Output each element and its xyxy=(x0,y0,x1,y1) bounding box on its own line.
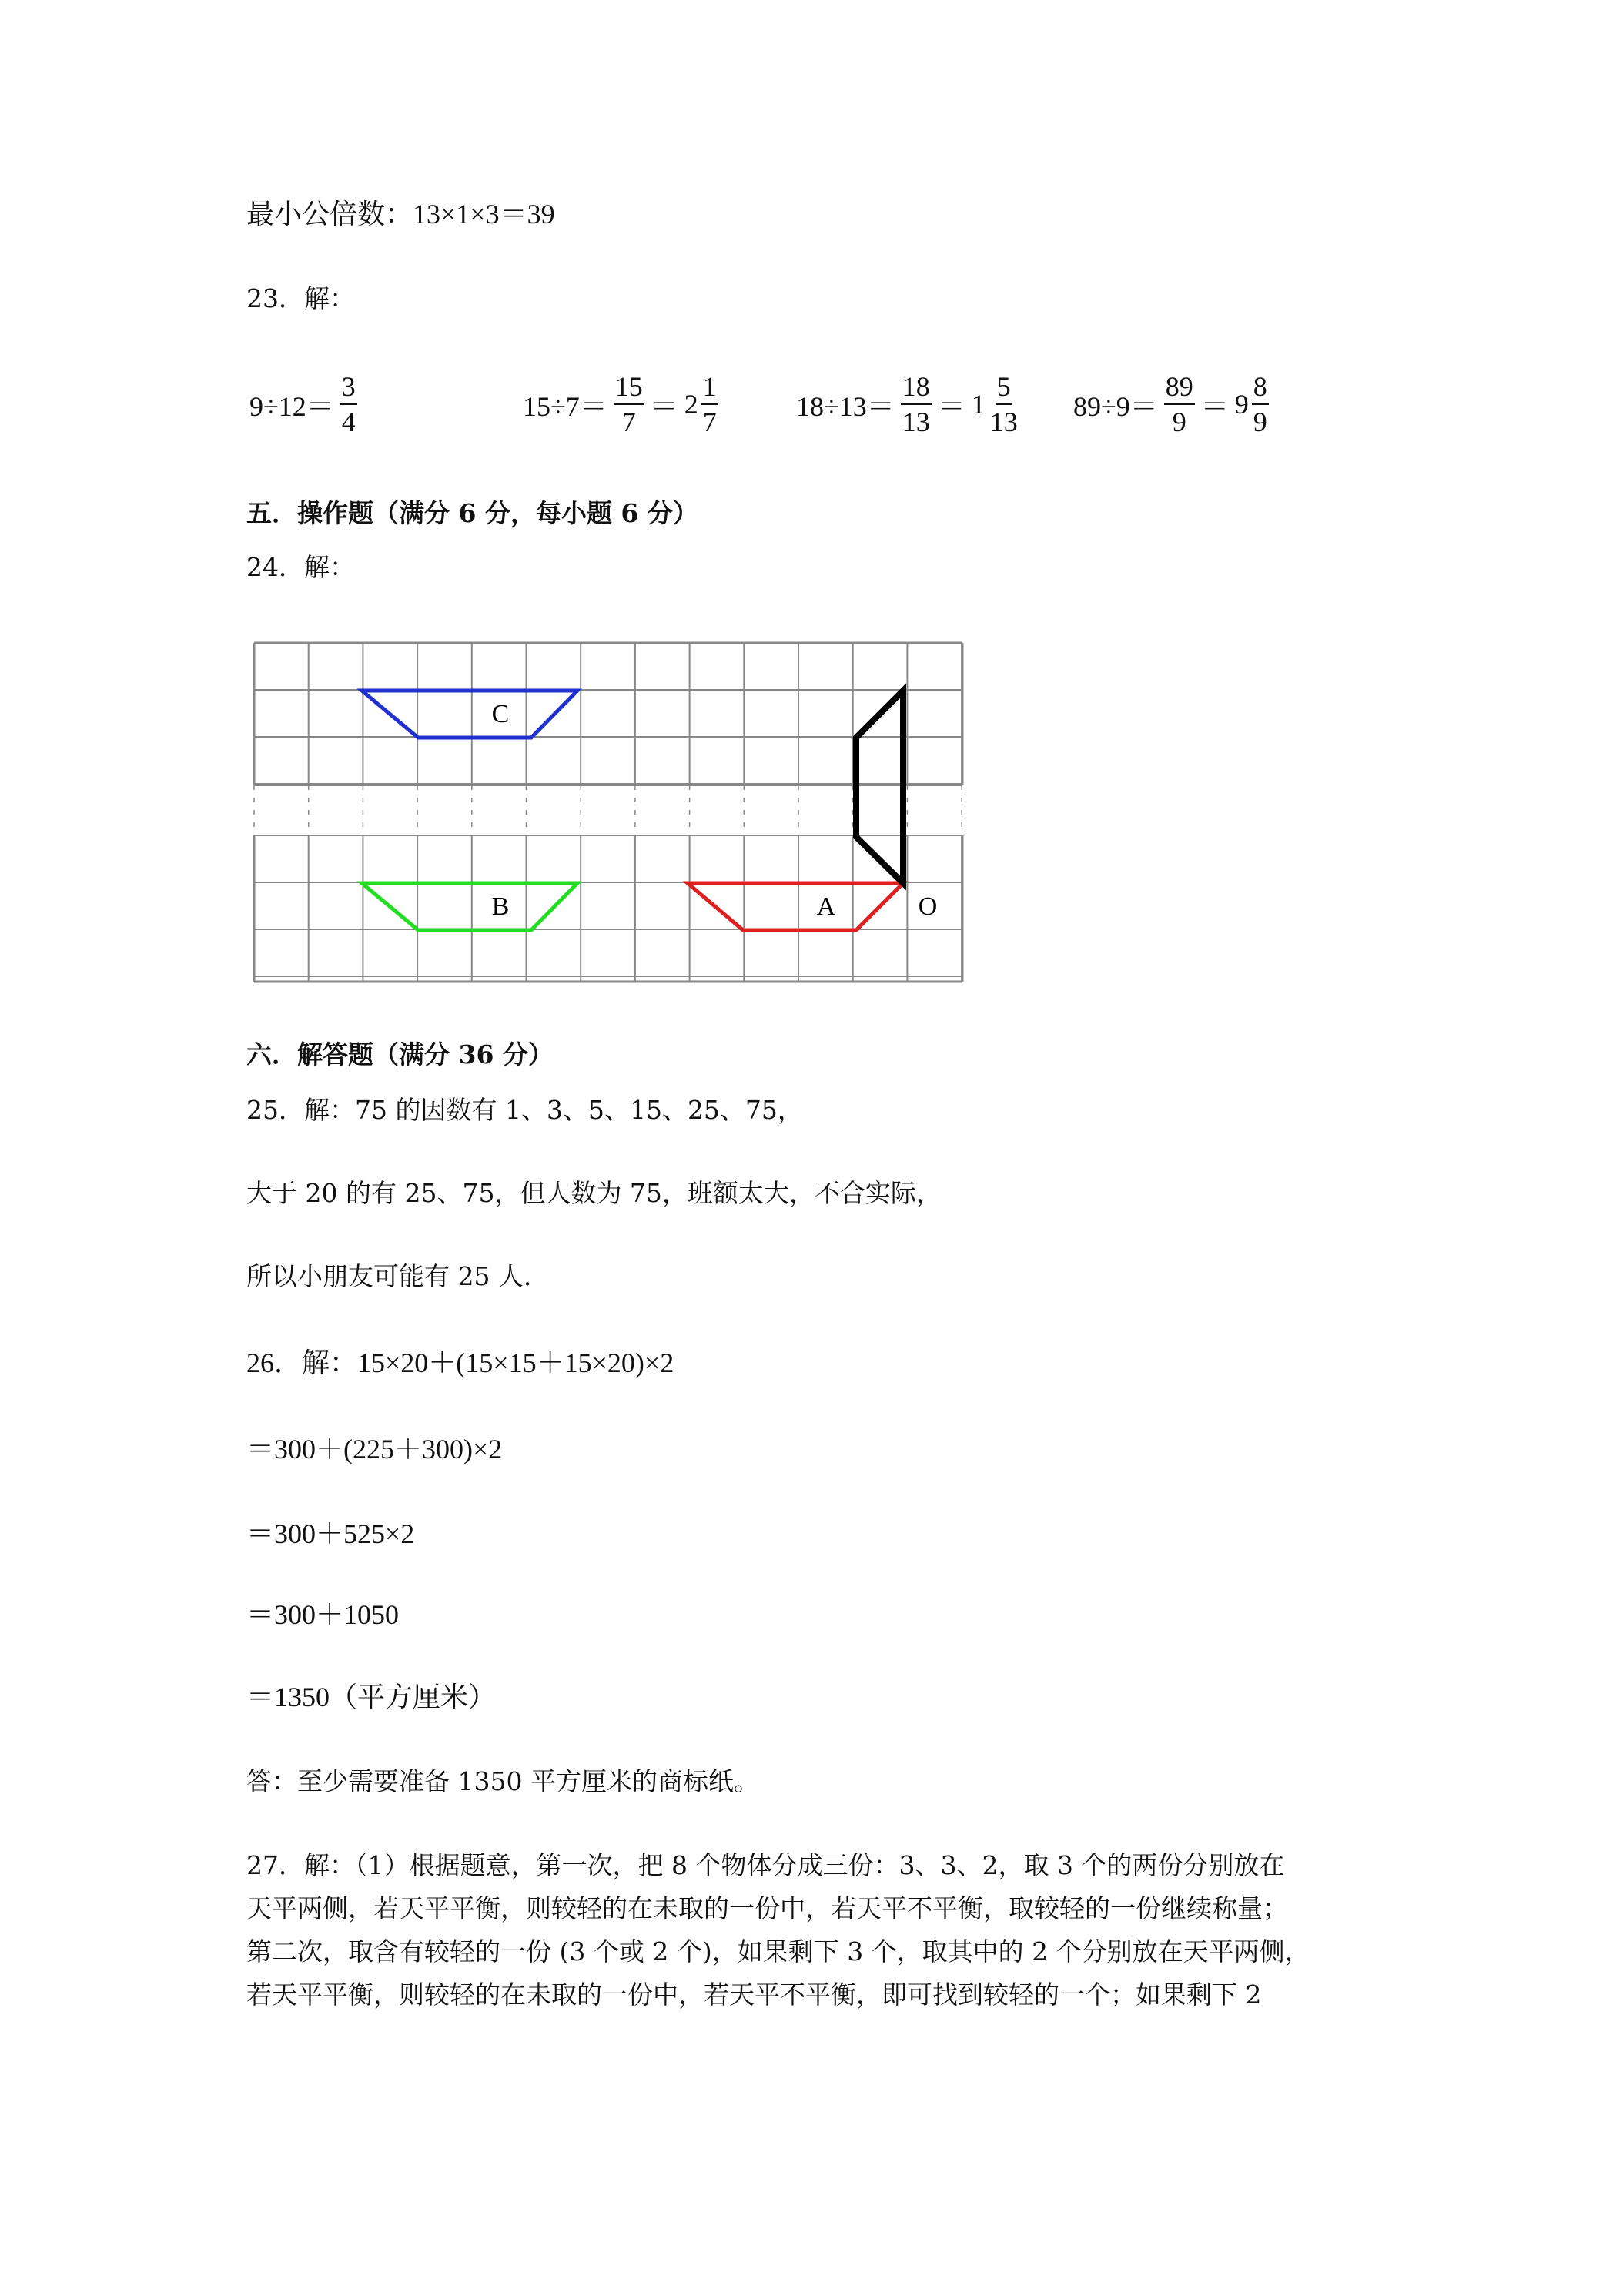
q25-line-2: 大于 20 的有 25、75，但人数为 75，班额太大，不合实际， xyxy=(246,1178,942,1208)
q23-heading: 23．解： xyxy=(246,283,355,313)
q27-line-1: 27．解：（1）根据题意，第一次，把 8 个物体分成三份：3、3、2，取 3 个的两份分别放在 xyxy=(246,1850,1285,1880)
lcm-line: 最小公倍数：13×1×3＝39 xyxy=(246,199,555,229)
fraction-expression-2 xyxy=(520,366,721,443)
q26-line-1: 26．解：15×20＋(15×15＋15×20)×2 xyxy=(246,1347,674,1378)
numerator: 15 xyxy=(614,370,644,405)
q27-paragraph xyxy=(246,1844,1386,2017)
q27-line-4: 若天平平衡，则较轻的在未取的一份中，若天平不平衡，即可找到较轻的一个；如果剩下 2 xyxy=(246,1980,1262,2010)
fraction xyxy=(701,370,718,439)
expr-lhs: 89÷9＝ xyxy=(1073,390,1158,422)
numerator: 1 xyxy=(701,370,718,405)
q26-line-2: ＝300＋(225＋300)×2 xyxy=(246,1434,503,1464)
expr-lhs: 9÷12＝ xyxy=(249,390,334,422)
q26-line-5: ＝1350（平方厘米） xyxy=(246,1682,497,1712)
fraction xyxy=(901,370,932,439)
denominator: 4 xyxy=(341,407,356,437)
fraction-expression-1 xyxy=(246,366,360,443)
whole-number: 9 xyxy=(1234,389,1249,420)
fraction xyxy=(989,370,1019,439)
q24-heading: 24．解： xyxy=(246,552,355,582)
denominator: 9 xyxy=(1172,407,1186,437)
rotated-trapezoid xyxy=(856,691,903,883)
denominator: 9 xyxy=(1253,407,1267,437)
q27-line-2: 天平两侧，若天平平衡，则较轻的在未取的一份中，若天平不平衡，取较轻的一份继续称量； xyxy=(246,1893,1288,1923)
section-6-heading: 六．解答题（满分 36 分） xyxy=(246,1039,554,1069)
fraction xyxy=(340,370,357,439)
label-o: O xyxy=(918,892,938,921)
trapezoid-b xyxy=(362,883,577,930)
label-c: C xyxy=(491,700,510,728)
q26-line-3: ＝300＋525×2 xyxy=(246,1518,415,1549)
denominator: 7 xyxy=(621,407,636,437)
equals-sign: ＝ xyxy=(650,390,678,422)
whole-number: 1 xyxy=(971,389,986,420)
numerator: 8 xyxy=(1252,370,1269,405)
section-5-heading: 五．操作题（满分 6 分，每小题 6 分） xyxy=(246,498,698,528)
q25-line-3: 所以小朋友可能有 25 人． xyxy=(246,1261,549,1291)
numerator: 3 xyxy=(340,370,357,405)
fraction xyxy=(1252,370,1269,439)
expr-lhs: 18÷13＝ xyxy=(796,390,895,422)
denominator: 7 xyxy=(702,407,717,437)
q27-line-3: 第二次，取含有较轻的一份 (3 个或 2 个)，如果剩下 3 个，取其中的 2 个分别放在天平两侧， xyxy=(246,1936,1310,1966)
fraction xyxy=(614,370,644,439)
fraction-expression-4 xyxy=(1070,366,1272,443)
denominator: 13 xyxy=(989,407,1018,437)
denominator: 13 xyxy=(902,407,930,437)
trapezoid-c xyxy=(362,691,577,738)
label-a: A xyxy=(816,892,836,921)
equals-sign: ＝ xyxy=(937,390,965,422)
fraction-expression-3 xyxy=(793,366,1022,443)
trapezoid-a xyxy=(688,883,903,930)
label-b: B xyxy=(491,892,510,921)
equals-sign: ＝ xyxy=(1200,390,1229,422)
whole-number: 2 xyxy=(684,389,698,420)
numerator: 89 xyxy=(1164,370,1195,405)
grid-figure xyxy=(250,639,970,986)
q26-line-4: ＝300＋1050 xyxy=(246,1599,400,1630)
numerator: 18 xyxy=(901,370,932,405)
fraction xyxy=(1164,370,1195,439)
q25-line-1: 25．解：75 的因数有 1、3、5、15、25、75， xyxy=(246,1095,803,1125)
q26-answer: 答：至少需要准备 1350 平方厘米的商标纸。 xyxy=(246,1766,759,1796)
expr-lhs: 15÷7＝ xyxy=(523,390,607,422)
q23-fractions xyxy=(246,366,1401,458)
numerator: 5 xyxy=(996,370,1012,405)
